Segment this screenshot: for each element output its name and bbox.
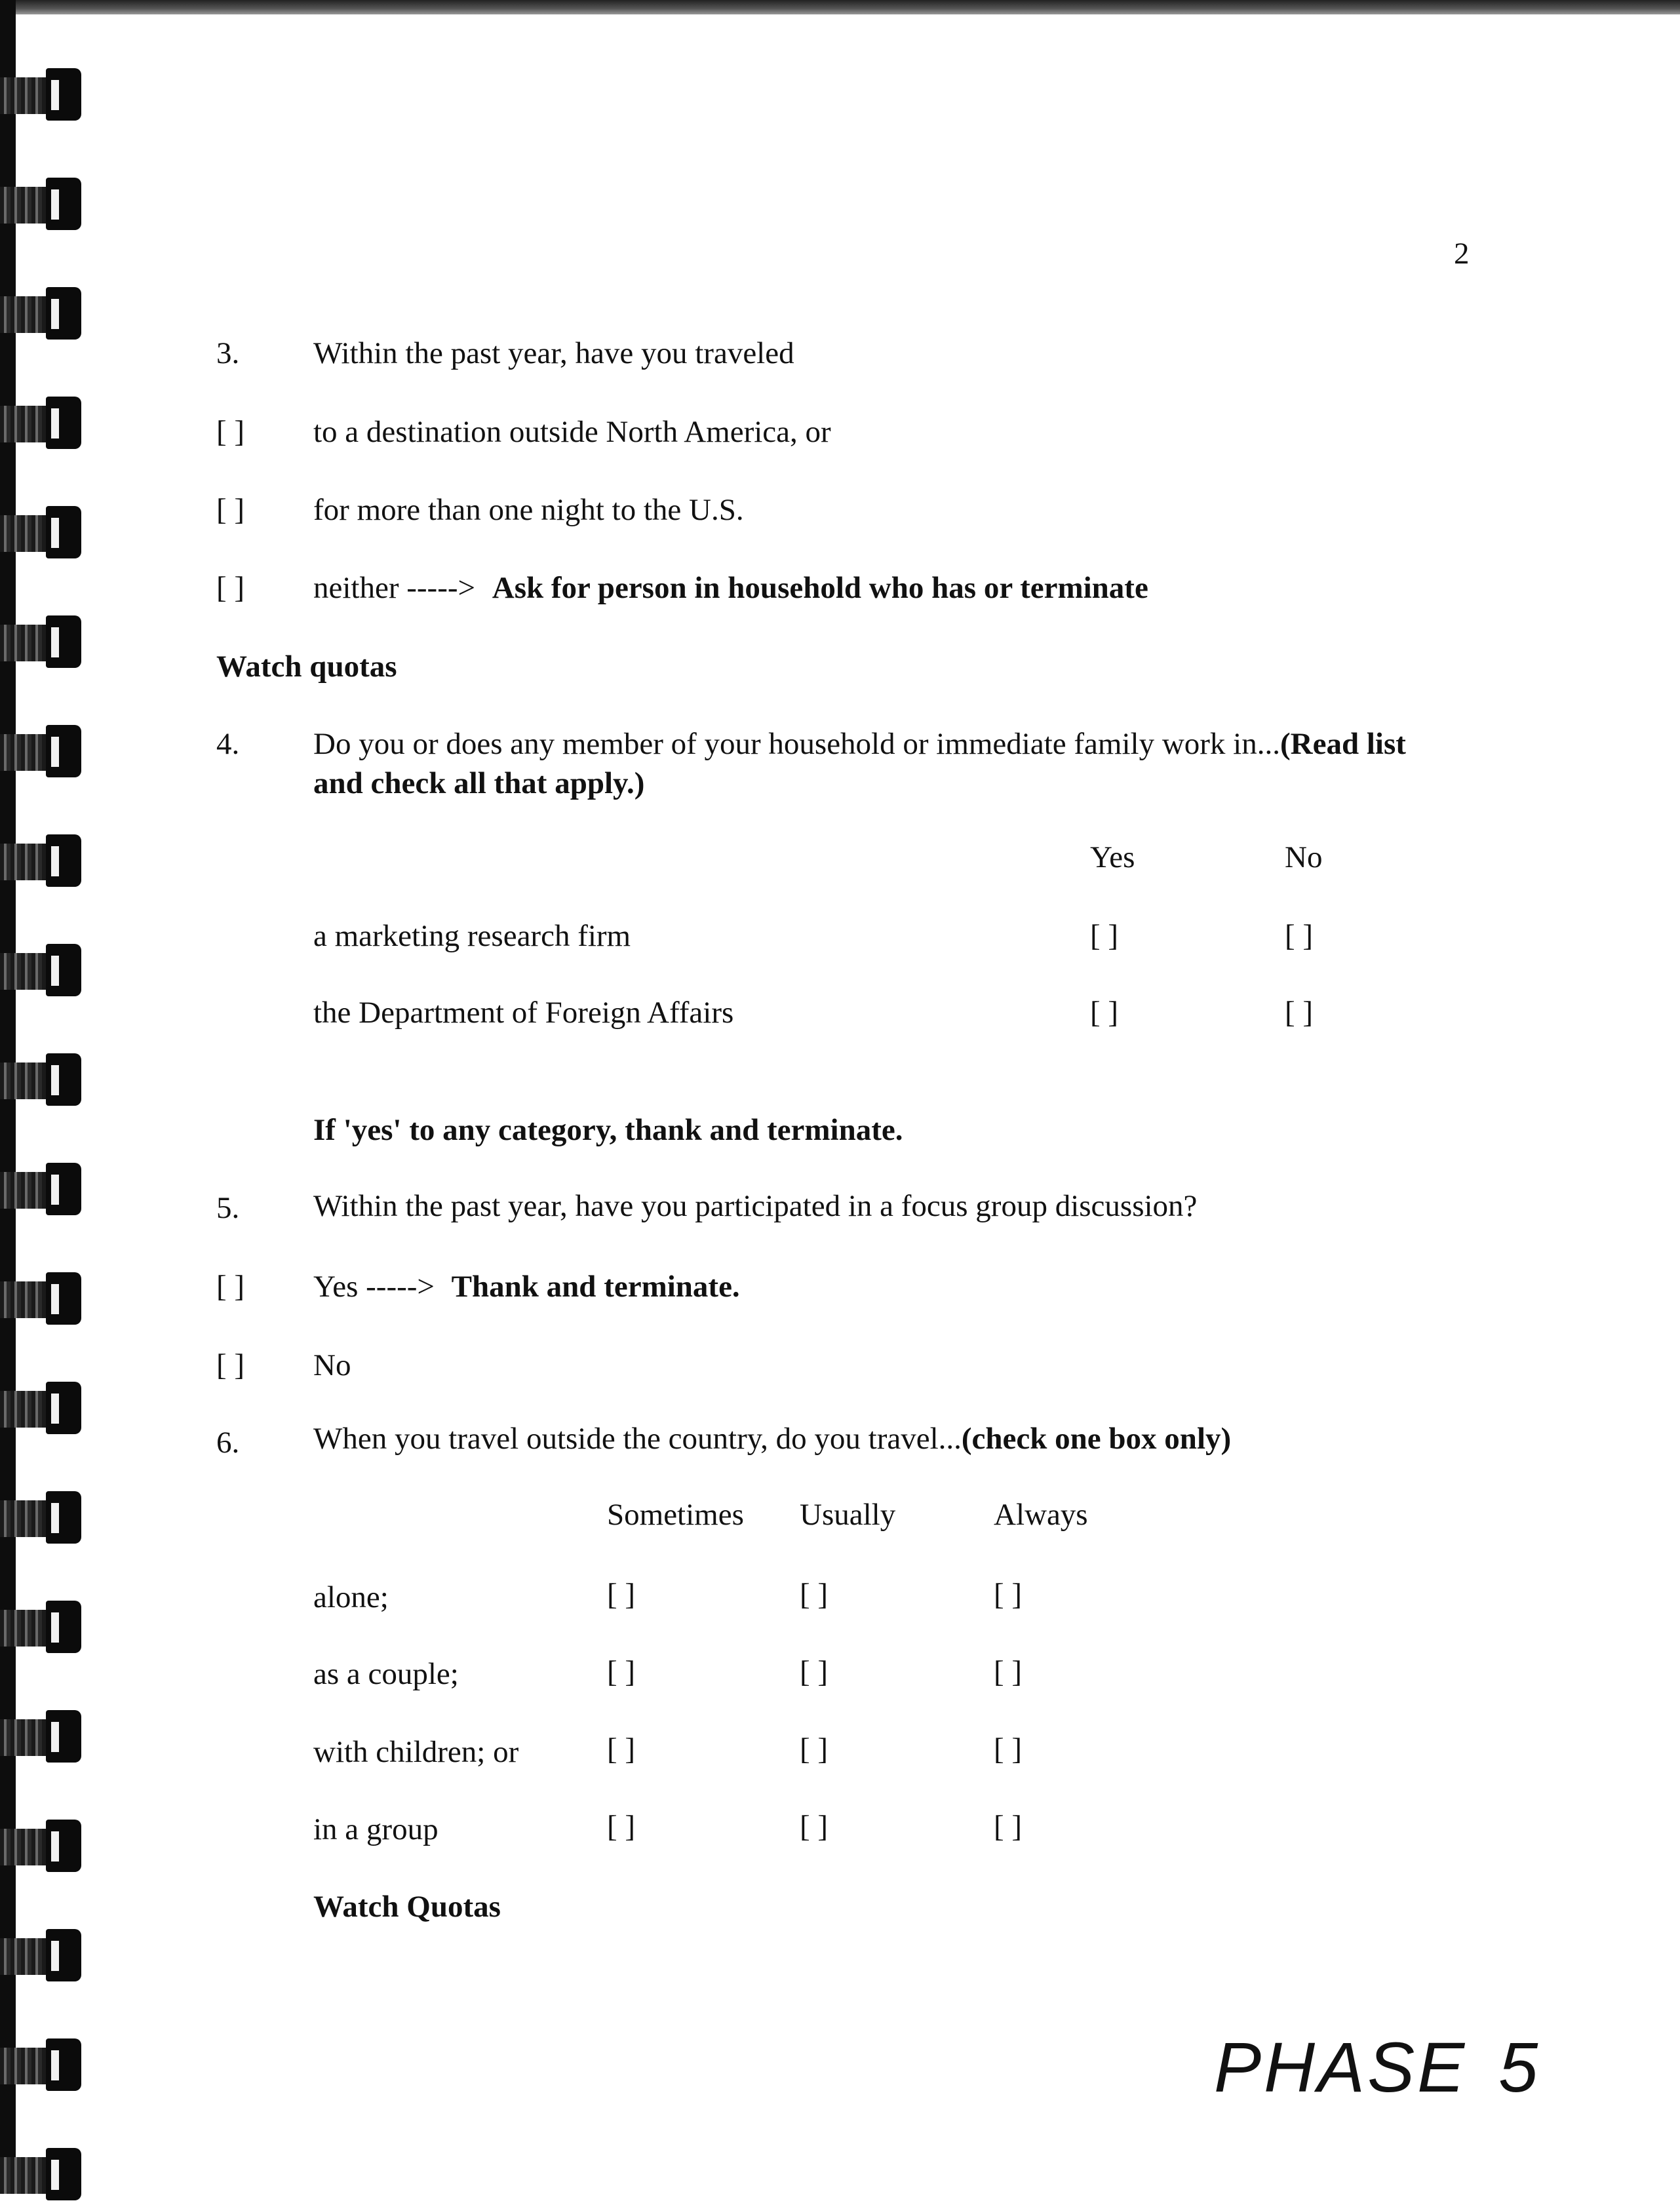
binding-ring [0, 1270, 84, 1327]
binding-ring [0, 1817, 84, 1875]
q5-option-1-instruction: Thank and terminate. [451, 1270, 740, 1304]
binding-ring [0, 832, 84, 889]
binding-ring [0, 503, 84, 561]
binding-ring [0, 394, 84, 452]
q6-number: 6. [216, 1426, 240, 1460]
q6-column-usually: Usually [800, 1498, 896, 1532]
q6-row-1-label: alone; [313, 1580, 389, 1614]
q4-row-1-no-checkbox[interactable]: [ ] [1285, 919, 1314, 953]
q6-row-3-usually-checkbox[interactable]: [ ] [800, 1732, 829, 1766]
binding-ring [0, 1051, 84, 1108]
q6-row-2-always-checkbox[interactable]: [ ] [994, 1655, 1023, 1689]
q4-row-2-yes-checkbox[interactable]: [ ] [1090, 996, 1119, 1030]
q6-text-line [313, 1424, 1231, 1454]
q3-option-1-label: to a destination outside North America, or [313, 415, 831, 449]
binding-ring [0, 1926, 84, 1984]
binding-ring [0, 1707, 84, 1765]
q3-text: Within the past year, have you traveled [313, 336, 794, 370]
q6-row-4-sometimes-checkbox[interactable]: [ ] [607, 1810, 636, 1844]
phase-label [1214, 2027, 1541, 2107]
q3-option-2-checkbox[interactable]: [ ] [216, 493, 245, 527]
q5-option-2-checkbox[interactable]: [ ] [216, 1348, 245, 1382]
binding-ring [0, 175, 84, 233]
q6-row-2-sometimes-checkbox[interactable]: [ ] [607, 1655, 636, 1689]
scan-top-edge [0, 0, 1680, 14]
q4-note: If 'yes' to any category, thank and terminate. [313, 1113, 903, 1147]
spiral-binding [0, 0, 92, 2167]
q6-row-1-sometimes-checkbox[interactable]: [ ] [607, 1578, 636, 1612]
q5-option-1-label: Yes -----> [313, 1270, 435, 1304]
page-number: 2 [1454, 237, 1470, 271]
binding-ring [0, 66, 84, 123]
q5-option-2-label: No [313, 1348, 351, 1382]
q3-option-3-row [313, 573, 1148, 604]
binding-ring [0, 722, 84, 780]
q6-column-sometimes: Sometimes [607, 1498, 744, 1532]
phase-word: PHASE [1214, 2027, 1468, 2107]
q4-row-1-label: a marketing research firm [313, 919, 631, 953]
q6-column-always: Always [994, 1498, 1088, 1532]
q4-instruction-line-1: (Read list [1280, 727, 1406, 761]
q6-row-3-sometimes-checkbox[interactable]: [ ] [607, 1732, 636, 1766]
q6-row-2-usually-checkbox[interactable]: [ ] [800, 1655, 829, 1689]
q5-option-1-checkbox[interactable]: [ ] [216, 1270, 245, 1304]
binding-ring [0, 284, 84, 342]
q3-number: 3. [216, 336, 240, 370]
q3-note: Watch quotas [216, 650, 397, 684]
q4-column-no: No [1285, 840, 1323, 874]
q3-option-3-label: neither -----> [313, 571, 476, 605]
q3-option-3-checkbox[interactable]: [ ] [216, 571, 245, 605]
q4-row-2-label: the Department of Foreign Affairs [313, 996, 734, 1030]
q6-row-1-always-checkbox[interactable]: [ ] [994, 1578, 1023, 1612]
q6-instruction: (check one box only) [961, 1422, 1232, 1456]
phase-number: 5 [1498, 2027, 1541, 2107]
q3-option-1-checkbox[interactable]: [ ] [216, 415, 245, 449]
q6-text: When you travel outside the country, do you travel... [313, 1422, 962, 1456]
q4-column-yes: Yes [1090, 840, 1135, 874]
binding-ring [0, 1379, 84, 1437]
q6-row-1-usually-checkbox[interactable]: [ ] [800, 1578, 829, 1612]
q6-row-3-label: with children; or [313, 1735, 519, 1769]
q6-row-2-label: as a couple; [313, 1657, 459, 1691]
binding-ring [0, 941, 84, 999]
q4-row-2-no-checkbox[interactable]: [ ] [1285, 996, 1314, 1030]
q5-option-1-row [313, 1272, 740, 1302]
q4-row-1-yes-checkbox[interactable]: [ ] [1090, 919, 1119, 953]
binding-ring [0, 1160, 84, 1218]
q6-note: Watch Quotas [313, 1890, 501, 1924]
q6-row-4-always-checkbox[interactable]: [ ] [994, 1810, 1023, 1844]
q3-option-3-instruction: Ask for person in household who has or terminate [492, 571, 1148, 605]
q5-text: Within the past year, have you participated in a focus group discussion? [313, 1189, 1198, 1223]
binding-ring [0, 613, 84, 671]
q6-row-4-usually-checkbox[interactable]: [ ] [800, 1810, 829, 1844]
q4-number: 4. [216, 727, 240, 761]
binding-ring [0, 1489, 84, 1546]
q5-number: 5. [216, 1191, 240, 1225]
q6-row-4-label: in a group [313, 1812, 439, 1846]
q4-text-line-1 [313, 729, 1406, 760]
binding-ring [0, 1598, 84, 1656]
q4-instruction-line-2: and check all that apply.) [313, 766, 645, 800]
q4-text: Do you or does any member of your household or immediate family work in... [313, 727, 1280, 761]
q6-row-3-always-checkbox[interactable]: [ ] [994, 1732, 1023, 1766]
binding-ring [0, 2145, 84, 2203]
binding-ring [0, 2036, 84, 2094]
q3-option-2-label: for more than one night to the U.S. [313, 493, 744, 527]
